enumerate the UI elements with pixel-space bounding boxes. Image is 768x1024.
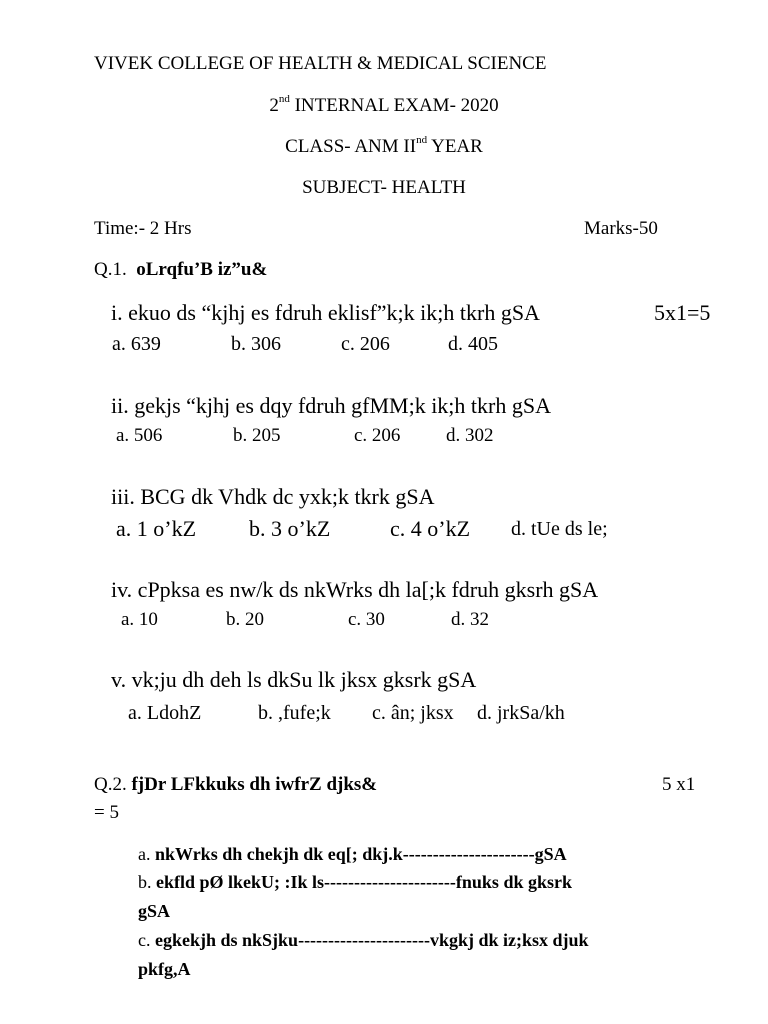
class-title: CLASS- ANM IInd YEAR — [285, 133, 483, 157]
q2-item-a-label: a. — [138, 844, 151, 864]
q1-item-4-option-a: a. 10 — [121, 609, 158, 630]
q1-heading — [94, 259, 267, 281]
q2-item-b — [138, 872, 572, 893]
q1-item-4: iv. cPpksa es nw/k ds nkWrks dh la[;k fdruh gksrh gSA — [111, 577, 599, 602]
q1-marks: 5x1=5 — [654, 300, 711, 325]
q1-item-5-option-d: d. jrkSa/kh — [477, 702, 565, 724]
time-label: Time:- 2 Hrs — [94, 218, 192, 239]
q1-item-4-option-b: b. 20 — [226, 609, 264, 630]
q2-marks-continued: = 5 — [94, 802, 119, 823]
q1-item-2-option-a: a. 506 — [116, 425, 163, 446]
q2-label: Q.2. — [94, 774, 127, 795]
q1-item-4-option-d: d. 32 — [451, 609, 489, 630]
q1-item-5-option-c: c. ân; jksx — [372, 702, 454, 724]
marks-label: Marks-50 — [584, 218, 658, 239]
q2-item-a-text: nkWrks dh chekjh dk eq[; dkj.k----------------------gSA — [155, 844, 567, 864]
q1-item-2: ii. gekjs “kjhj es dqy fdruh gfMM;k ik;h tkrh gSA — [111, 393, 551, 418]
exam-title: 2nd INTERNAL EXAM- 2020 — [269, 92, 499, 116]
q1-item-3: iii. BCG dk Vhdk dc yxk;k tkrk gSA — [111, 484, 435, 509]
q1-item-2-option-c: c. 206 — [354, 425, 401, 446]
q1-label: Q.1. — [94, 259, 127, 280]
q1-item-5-option-b: b. ,fufe;k — [258, 702, 331, 724]
q2-item-b-text: ekfld pØ lkekU; :Ik ls----------------------fnuks dk gksrk — [156, 872, 572, 892]
q1-item-1-option-c: c. 206 — [341, 333, 390, 355]
q1-title: oLrqfu’B iz”u& — [136, 259, 268, 280]
q1-item-5: v. vk;ju dh deh ls dkSu lk jksx gksrk gSA — [111, 667, 477, 692]
q1-item-2-option-d: d. 302 — [446, 425, 494, 446]
q1-item-3-option-a: a. 1 o’kZ — [116, 516, 197, 541]
q2-item-c-label: c. — [138, 930, 151, 950]
q1-item-3-option-d: d. tUe ds le; — [511, 518, 608, 540]
q1-item-4-option-c: c. 30 — [348, 609, 385, 630]
q1-item-1-option-a: a. 639 — [112, 333, 161, 355]
q1-item-2-option-b: b. 205 — [233, 425, 281, 446]
q2-heading — [94, 774, 377, 796]
q2-item-b-label: b. — [138, 872, 152, 892]
q2-item-c — [138, 930, 589, 951]
q1-item-1-option-b: b. 306 — [231, 333, 281, 355]
subject-title: SUBJECT- HEALTH — [302, 177, 466, 198]
q2-item-c-continued: pkfg,A — [138, 959, 191, 979]
q2-item-b-continued: gSA — [138, 901, 171, 921]
q2-item-a — [138, 844, 567, 865]
q1-item-1-option-d: d. 405 — [448, 333, 498, 355]
q1-item-3-option-b: b. 3 o’kZ — [249, 516, 331, 541]
q2-item-c-text: egkekjh ds nkSjku----------------------vkgkj dk iz;ksx djuk — [155, 930, 589, 950]
q1-item-5-option-a: a. LdohZ — [128, 702, 202, 724]
q1-item-1: i. ekuo ds “kjhj es fdruh eklisf”k;k ik;h tkrh gSA — [111, 300, 540, 325]
q2-marks: 5 x1 — [662, 774, 696, 795]
q1-item-3-option-c: c. 4 o’kZ — [390, 516, 471, 541]
q2-title: fjDr LFkkuks dh iwfrZ djks& — [131, 774, 378, 795]
college-name: VIVEK COLLEGE OF HEALTH & MEDICAL SCIENCE — [94, 53, 547, 74]
